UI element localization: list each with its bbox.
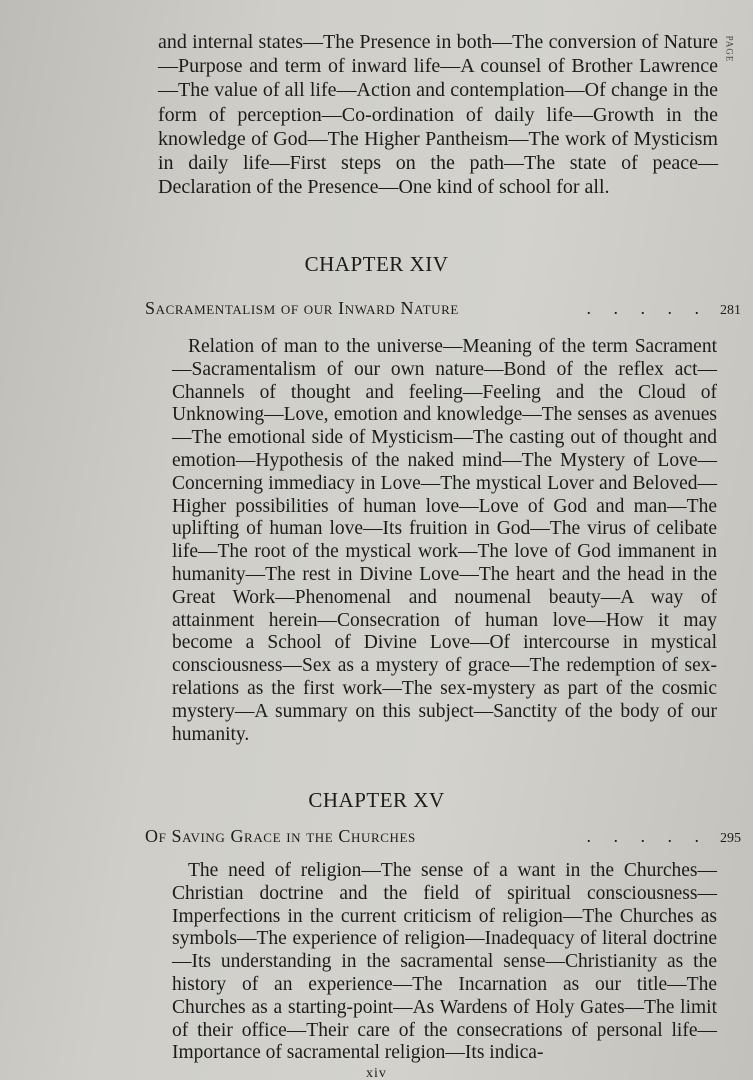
chapter-xiv-leader-dots: . . . . . xyxy=(586,298,708,318)
chapter-xiv-page-number: 281 xyxy=(720,303,741,318)
chapter-xv-leader-dots: . . . . . xyxy=(586,826,708,846)
chapter-xv-summary: The need of religion—The sense of a want in the Churches—Christian doctrine and the field of spiritual consciousness—Imperfections in the current criticism of religion—The Churches as symbols—The experience of religion—Inadequacy of literal doctrine—Its understanding in the sacramental sense—Christianity as the history of an experience—The Incarnation as our title—The Churches as a starting-point—As Wardens of Holy Gates—The limit of their office—Their care of the consecrations of personal life—Importance of sacramental religion—Its indica- xyxy=(172,860,717,1064)
chapter-xiv-summary: Relation of man to the universe—Meaning of the term Sacrament—Sacramentalism of our own nature—Bond of the reflex act—Channels of thought and feeling—Feeling and the Cloud of Unknowing—Love, emotion and knowledge—The senses as avenues—The emotional side of Mysticism—The casting out of thought and emotion—Hypothesis of the naked mind—The Mystery of Love—Concerning immediacy in Love—The mystical Lover and Beloved—Higher possibilities of human love—Love of God and man—The uplifting of human love—Its fruition in God—The virus of celibate life—The root of the mystical work—The love of God immanent in humanity—The rest in Divine Love—The heart and the head in the Great Work—Phenomenal and noumenal beauty—A way of attainment herein—Consecration of human love—How it may become a School of Divine Love—Of intercourse in mystical consciousness—Sex as a mystery of grace—The redemption of sex-relations as the first work—The sex-mystery as part of the cosmic mystery—A summary on this subject—Sanctity of the body of our humanity. xyxy=(172,336,717,745)
chapter-xv-page-number: 295 xyxy=(720,831,741,846)
chapter-xiv-entry xyxy=(145,298,741,319)
page-folio: xiv xyxy=(366,1066,387,1080)
chapter-xiv-title: Sacramentalism of our Inward Nature xyxy=(145,298,459,318)
chapter-xv-title: Of Saving Grace in the Churches xyxy=(145,826,416,846)
chapter-xv-heading: CHAPTER XV xyxy=(308,788,445,812)
margin-page-label: PAGE xyxy=(724,35,735,63)
chapter-xv-entry xyxy=(145,826,741,847)
intro-paragraph: and internal states—The Presence in both—The conversion of Nature—Purpose and term of inward life—A counsel of Brother Lawrence—The value of all life—Action and contemplation—Of change in the form of perception—Co-ordination of daily life—Growth in the knowledge of God—The Higher Pantheism—The work of Mysticism in daily life—First steps on the path—The state of peace—Declaration of the Presence—One kind of school for all. xyxy=(158,31,718,199)
chapter-xiv-heading: CHAPTER XIV xyxy=(304,252,449,276)
